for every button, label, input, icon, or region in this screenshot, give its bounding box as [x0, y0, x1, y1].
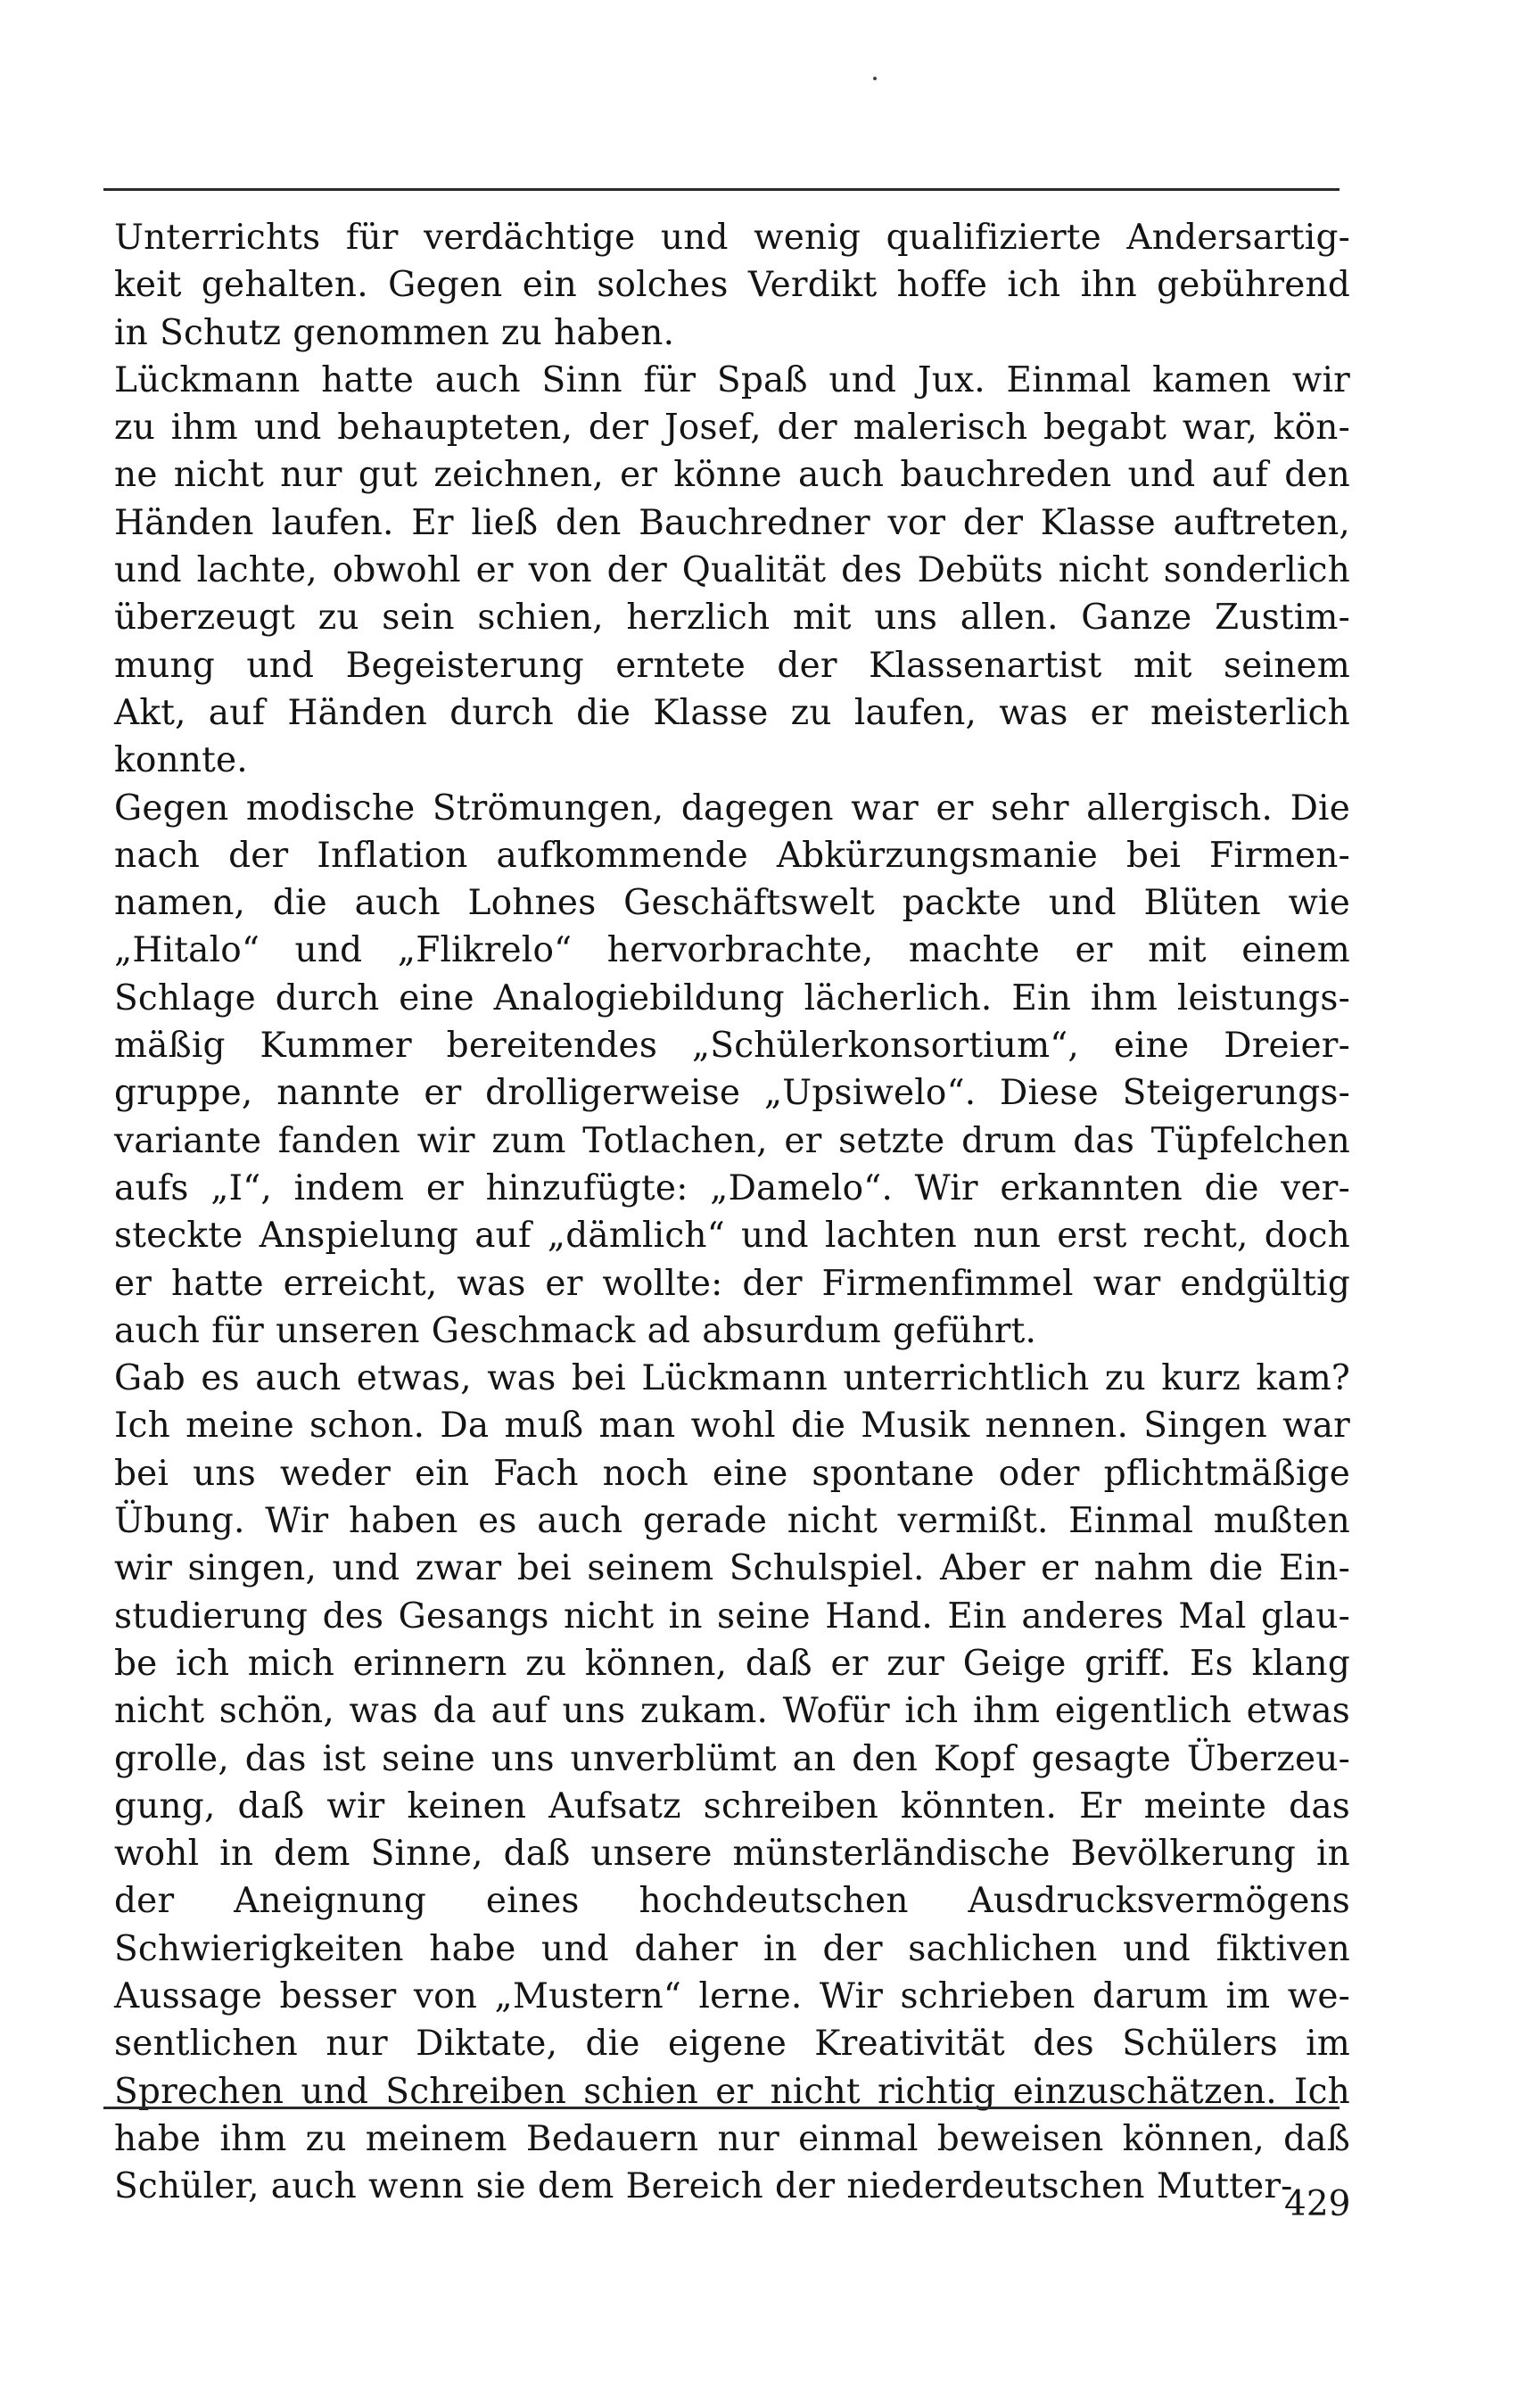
top-rule: [103, 188, 1340, 191]
page-number: 429: [1284, 2184, 1351, 2224]
text-line: Sprechen und Schreiben schien er nicht richtig einzuschätzen. Ich: [114, 2071, 1350, 2112]
text-line: zu ihm und behaupteten, der Josef, der malerisch begabt war, kön-: [114, 408, 1350, 449]
text-line: aufs „I“, indem er hinzufügte: „Damelo“. Wir erkannten die ver-: [114, 1167, 1350, 1208]
text-line: bei uns weder ein Fach noch eine spontane oder pflichtmäßige: [114, 1453, 1350, 1494]
text-line: grolle, das ist seine uns unverblümt an den Kopf gesagte Überzeu-: [114, 1738, 1350, 1779]
text-line: Unterrichts für verdächtige und wenig qualifizierte Andersartig-: [114, 218, 1350, 258]
text-line: Übung. Wir haben es auch gerade nicht vermißt. Einmal mußten: [114, 1501, 1350, 1542]
text-line: in Schutz genommen zu haben.: [114, 312, 675, 353]
stray-ink-mark: [873, 77, 877, 80]
text-line: gung, daß wir keinen Aufsatz schreiben könnten. Er meinte das: [114, 1785, 1350, 1827]
text-line: konnte.: [114, 740, 248, 781]
text-line: habe ihm zu meinem Bedauern nur einmal beweisen können, daß: [114, 2118, 1350, 2159]
bottom-rule: [103, 2107, 1340, 2109]
text-line: wir singen, und zwar bei seinem Schulspiel. Aber er nahm die Ein-: [114, 1548, 1350, 1589]
text-line: Gab es auch etwas, was bei Lückmann unterrichtlich zu kurz kam?: [114, 1358, 1350, 1399]
text-line: mung und Begeisterung erntete der Klassenartist mit seinem: [114, 645, 1350, 686]
text-line: Händen laufen. Er ließ den Bauchredner vor der Klasse auftreten,: [114, 502, 1350, 543]
text-line: Schüler, auch wenn sie dem Bereich der niederdeutschen Mutter-: [114, 2166, 1293, 2207]
text-line: überzeugt zu sein schien, herzlich mit uns allen. Ganze Zustim-: [114, 598, 1350, 639]
text-line: der Aneignung eines hochdeutschen Ausdrucksvermögens: [114, 1881, 1350, 1922]
text-line: nicht schön, was da auf uns zukam. Wofür ich ihm eigentlich etwas: [114, 1691, 1350, 1732]
text-line: Akt, auf Händen durch die Klasse zu laufen, was er meisterlich: [114, 692, 1350, 733]
text-line: keit gehalten. Gegen ein solches Verdikt hoffe ich ihn gebührend: [114, 265, 1350, 306]
text-line: „Hitalo“ und „Flikrelo“ hervorbrachte, machte er mit einem: [114, 930, 1350, 971]
paragraph: [114, 214, 1350, 357]
text-line: Schlage durch eine Analogiebildung lächerlich. Ein ihm leistungs-: [114, 977, 1350, 1018]
text-line: mäßig Kummer bereitendes „Schülerkonsortium“, eine Dreier-: [114, 1026, 1350, 1067]
text-line: Aussage besser von „Mustern“ lerne. Wir schrieben darum im we-: [114, 1975, 1350, 2016]
text-line: Ich meine schon. Da muß man wohl die Musik nennen. Singen war: [114, 1406, 1350, 1447]
text-line: nach der Inflation aufkommende Abkürzungsmanie bei Firmen-: [114, 835, 1350, 876]
text-line: studierung des Gesangs nicht in seine Hand. Ein anderes Mal glau-: [114, 1596, 1350, 1637]
paragraph: [114, 1355, 1350, 2210]
text-line: Lückmann hatte auch Sinn für Spaß und Jux. Einmal kamen wir: [114, 359, 1350, 400]
text-line: und lachte, obwohl er von der Qualität des Debüts nicht sonderlich: [114, 550, 1350, 591]
text-line: er hatte erreicht, was er wollte: der Firmenfimmel war endgültig: [114, 1263, 1350, 1304]
text-line: variante fanden wir zum Totlachen, er setzte drum das Tüpfelchen: [114, 1120, 1350, 1161]
text-line: steckte Anspielung auf „dämlich“ und lachten nun erst recht, doch: [114, 1216, 1350, 1257]
text-line: auch für unseren Geschmack ad absurdum geführt.: [114, 1310, 1037, 1351]
text-line: gruppe, nannte er drolligerweise „Upsiwelo“. Diese Steigerungs-: [114, 1073, 1350, 1114]
text-line: namen, die auch Lohnes Geschäftswelt packte und Blüten wie: [114, 883, 1350, 924]
paragraph: [114, 357, 1350, 785]
text-line: Schwierigkeiten habe und daher in der sachlichen und fiktiven: [114, 1928, 1350, 1969]
paragraph: [114, 785, 1350, 1356]
text-line: sentlichen nur Diktate, die eigene Kreativität des Schülers im: [114, 2024, 1350, 2065]
text-line: ne nicht nur gut zeichnen, er könne auch bauchreden und auf den: [114, 455, 1350, 496]
body-text: [114, 214, 1350, 2210]
text-line: wohl in dem Sinne, daß unsere münsterländische Bevölkerung in: [114, 1834, 1350, 1875]
text-line: be ich mich erinnern zu können, daß er zur Geige griff. Es klang: [114, 1643, 1350, 1684]
text-line: Gegen modische Strömungen, dagegen war er sehr allergisch. Die: [114, 788, 1350, 829]
